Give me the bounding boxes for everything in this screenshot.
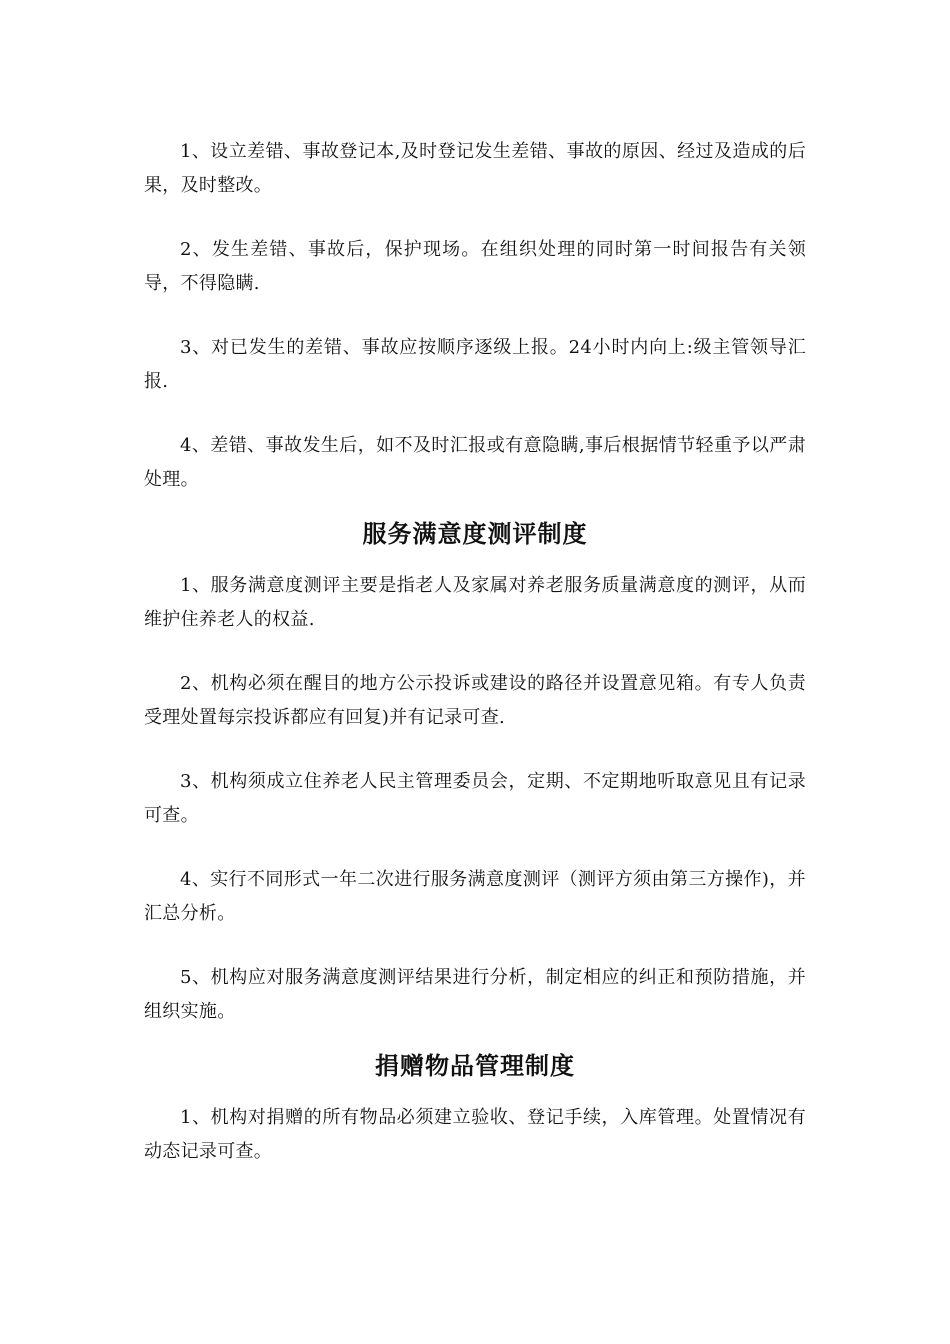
- paragraph: 3、机构须成立住养老人民主管理委员会，定期、不定期地听取意见且有记录可查。: [144, 771, 806, 826]
- section-satisfaction-evaluation: [144, 517, 806, 1029]
- paragraph: 1、服务满意度测评主要是指老人及家属对养老服务质量满意度的测评，从而维护住养老人的权益.: [144, 575, 806, 630]
- paragraph: 3、对已发生的差错、事故应按顺序逐级上报。24小时内向上:级主管领导汇报.: [144, 337, 806, 392]
- section-incident-reporting: [144, 135, 806, 497]
- paragraph: 4、差错、事故发生后，如不及时汇报或有意隐瞒,事后根据情节轻重予以严肃处理。: [144, 435, 806, 490]
- paragraph: 2、发生差错、事故后，保护现场。在组织处理的同时第一时间报告有关领导，不得隐瞒.: [144, 239, 806, 294]
- paragraph: 2、机构必须在醒目的地方公示投诉或建设的路径并设置意见箱。有专人负责受理处置每宗投诉都应有回复)并有记录可查.: [144, 673, 806, 728]
- paragraph: 5、机构应对服务满意度测评结果进行分析，制定相应的纠正和预防措施，并组织实施。: [144, 967, 806, 1022]
- section-donation-management: [144, 1049, 806, 1169]
- section-heading: 服务满意度测评制度: [362, 520, 588, 548]
- document-body: [144, 135, 806, 1199]
- paragraph: 1、机构对捐赠的所有物品必须建立验收、登记手续，入库管理。处置情况有动态记录可查。: [144, 1107, 806, 1162]
- paragraph: 1、设立差错、事故登记本,及时登记发生差错、事故的原因、经过及造成的后果，及时整改。: [144, 141, 806, 196]
- paragraph: 4、实行不同形式一年二次进行服务满意度测评（测评方须由第三方操作)，并汇总分析。: [144, 869, 806, 924]
- section-heading: 捐赠物品管理制度: [375, 1052, 575, 1080]
